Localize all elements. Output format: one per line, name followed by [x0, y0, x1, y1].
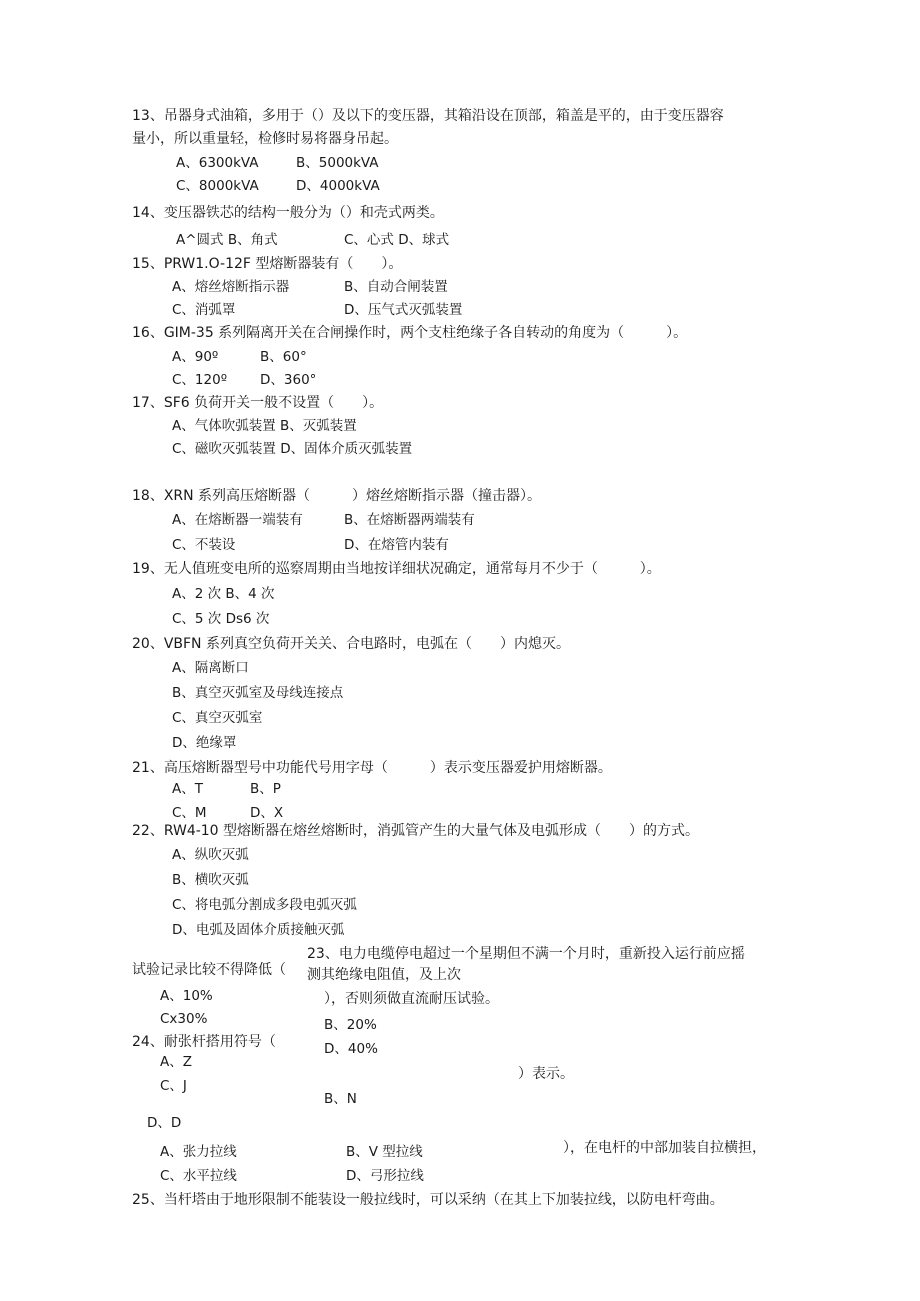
q24-option-a: A、Z — [160, 1054, 192, 1070]
q21-option-c: C、M — [172, 805, 207, 821]
q22-option-d: D、电弧及固体介质接触灭弧 — [172, 922, 345, 938]
q16-option-d: D、360° — [260, 372, 317, 388]
q21-option-d: D、X — [250, 805, 284, 821]
q16-option-c: C、120º — [172, 372, 228, 388]
q16-option-b: B、60° — [260, 349, 307, 365]
q20-option-c: C、真空灭弧室 — [172, 710, 263, 726]
q19-options-ab: A、2 次 B、4 次 — [172, 586, 275, 602]
q22-option-c: C、将电弧分割成多段电弧灭弧 — [172, 897, 357, 913]
q23-stem-right-line1: 23、电力电缆停电超过一个星期但不满一个月时，重新投入运行前应摇 — [307, 946, 745, 962]
q25-stem-tail: ），在电杆的中部加装自拉横担， — [563, 1140, 766, 1156]
q18-option-d: D、在熔管内装有 — [344, 537, 449, 553]
q20-stem: 20、VBFN 系列真空负荷开关关、合电路时，电弧在（ ）内熄灭。 — [132, 636, 570, 652]
q13-stem-line2: 量小，所以重量轻，检修时易将器身吊起。 — [132, 131, 398, 147]
q15-stem: 15、PRW1.O-12F 型熔断器装有（ ）。 — [132, 256, 403, 272]
q21-stem: 21、高压熔断器型号中功能代号用字母（ ）表示变压器爱护用熔断器。 — [132, 760, 612, 776]
q24-stem: 24、耐张杆搭用符号（ — [132, 1034, 276, 1050]
q21-option-b: B、P — [250, 781, 281, 797]
q15-option-c: C、消弧罩 — [172, 302, 236, 318]
q13-option-b: B、5000kVA — [296, 155, 379, 171]
q18-option-a: A、在熔断器一端装有 — [172, 512, 303, 528]
q22-stem: 22、RW4-10 型熔断器在熔丝熔断时，消弧管产生的大量气体及电弧形成（ ）的方式。 — [132, 823, 700, 839]
q14-options-cd: C、心式 D、球式 — [344, 232, 450, 248]
q23-stem-right-line3: ），否则须做直流耐压试验。 — [324, 991, 499, 1007]
q20-option-a: A、隔离断口 — [172, 660, 249, 676]
q25-option-c: C、水平拉线 — [160, 1168, 237, 1184]
q24-option-c: C、J — [160, 1078, 187, 1094]
q16-option-a: A、90º — [172, 349, 219, 365]
q21-option-a: A、T — [172, 781, 203, 797]
q22-option-a: A、纵吹灭弧 — [172, 847, 249, 863]
q15-option-a: A、熔丝熔断指示器 — [172, 279, 290, 295]
q18-option-c: C、不装设 — [172, 537, 236, 553]
q23-stem-right-line2: 测其绝缘电阻值，及上次 — [307, 967, 461, 983]
q13-option-d: D、4000kVA — [296, 178, 380, 194]
q18-option-b: B、在熔断器两端装有 — [344, 512, 475, 528]
q25-option-b: B、V 型拉线 — [346, 1144, 423, 1160]
q15-option-d: D、压气式灭弧装置 — [344, 302, 463, 318]
q19-options-cd: C、5 次 Ds6 次 — [172, 611, 270, 627]
q13-stem-line1: 13、吊器身式油箱，多用于（）及以下的变压器，其箱沿设在顶部，箱盖是平的，由于变压器容 — [132, 108, 724, 124]
q24-option-b: B、N — [324, 1091, 357, 1107]
q17-stem: 17、SF6 负荷开关一般不设置（ ）。 — [132, 395, 384, 411]
q14-stem: 14、变压器铁芯的结构一般分为（）和壳式两类。 — [132, 205, 444, 221]
q20-option-d: D、绝缘罩 — [172, 735, 237, 751]
q25-option-a: A、张力拉线 — [160, 1144, 237, 1160]
q13-option-c: C、8000kVA — [176, 178, 259, 194]
q25-stem: 25、当杆塔由于地形限制不能装设一般拉线时，可以采纳（在其上下加装拉线，以防电杆弯曲。 — [132, 1192, 724, 1208]
q19-stem: 19、无人值班变电所的巡察周期由当地按详细状况确定，通常每月不少于（ ）。 — [132, 561, 661, 577]
q22-option-b: B、横吹灭弧 — [172, 872, 249, 888]
q16-stem: 16、GIM-35 系列隔离开关在合闸操作时，两个支柱绝缘子各自转动的角度为（ ）。 — [132, 325, 688, 341]
q17-options-cd: C、磁吹灭弧装置 D、固体介质灭弧装置 — [172, 441, 413, 457]
q20-option-b: B、真空灭弧室及母线连接点 — [172, 685, 344, 701]
q18-stem: 18、XRN 系列高压熔断器（ ）熔丝熔断指示器（撞击器）。 — [132, 488, 542, 504]
q23-option-c: Cx30% — [160, 1011, 208, 1027]
q25-option-d: D、弓形拉线 — [346, 1168, 424, 1184]
q23-stem-left: 试验记录比较不得降低（ — [132, 962, 286, 978]
q15-option-b: B、自动合闸装置 — [344, 279, 448, 295]
q24-stem-end: ）表示。 — [518, 1066, 574, 1082]
q23-option-a: A、10% — [160, 988, 213, 1004]
q23-option-d: D、40% — [324, 1041, 378, 1057]
q24-option-d: D、D — [147, 1115, 182, 1131]
q23-option-b: B、20% — [324, 1017, 377, 1033]
q17-options-ab: A、气体吹弧装置 B、灭弧装置 — [172, 418, 357, 434]
q13-option-a: A、6300kVA — [176, 155, 259, 171]
q14-options-ab: A^圆式 B、角式 — [176, 232, 278, 248]
